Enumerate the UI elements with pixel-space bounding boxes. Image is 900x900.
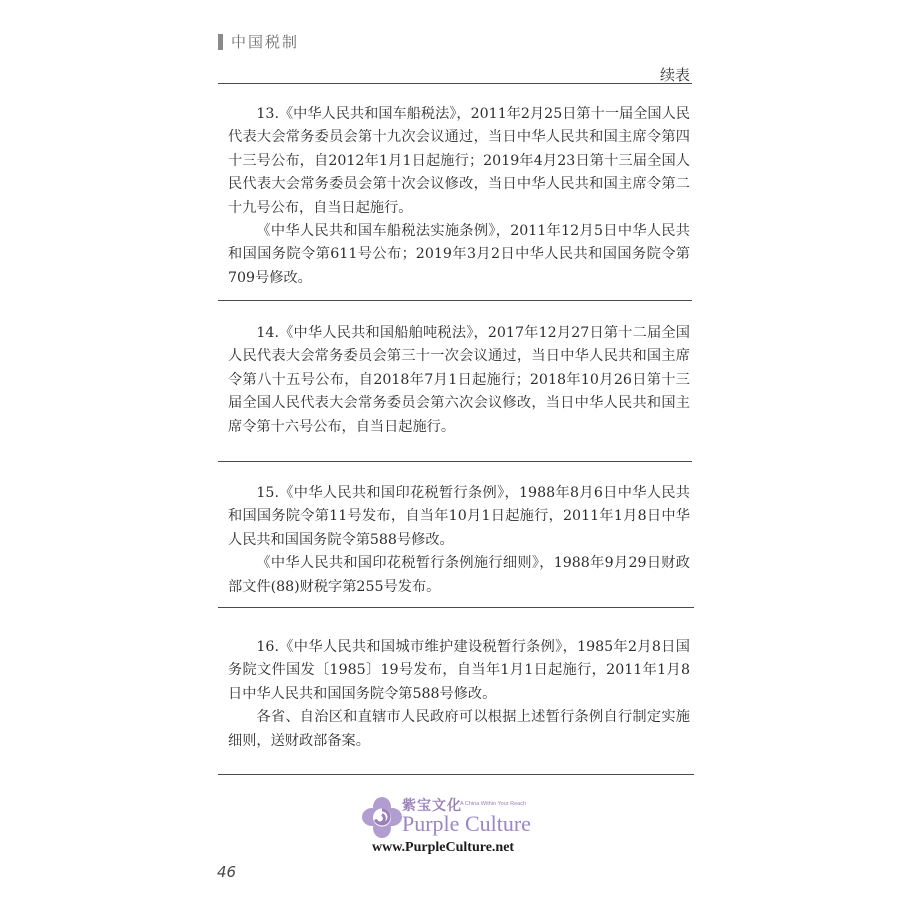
running-header — [218, 31, 299, 52]
watermark-url: www.PurpleCulture.net — [372, 840, 515, 855]
table-row-14 — [228, 322, 690, 439]
entry-paragraph: 13.《中华人民共和国车船税法》，2011年2月25日第十一届全国人民代表大会常务委员会第十九次会议通过，当日中华人民共和国主席令第四十三号公布，自2012年1月1日起施行；2019年4月23日第十三届全国人民代表大会常务委员会第十次会议修改，当日中华人民共和国主席令第二十九号公布，自当日起施行。 — [228, 106, 690, 216]
table-rule — [218, 607, 694, 608]
entry-paragraph: 14.《中华人民共和国船舶吨税法》，2017年12月27日第十二届全国人民代表大会常务委员会第三十一次会议通过，当日中华人民共和国主席令第八十五号公布，自2018年7月1日起施行；2018年10月26日第十三届全国人民代表大会常务委员会第六次会议修改，当日中华人民共和国主席令第十六号公布，自当日起施行。 — [228, 325, 690, 435]
entry-paragraph: 15.《中华人民共和国印花税暂行条例》，1988年8月6日中华人民共和国国务院令第11号发布，自当年10月1日起施行，2011年1月8日中华人民共和国国务院令第588号修改。 — [228, 485, 690, 548]
watermark-brand-cn: 紫宝文化 — [402, 798, 462, 814]
table-rule-bottom — [218, 774, 694, 775]
page-number: 46 — [217, 863, 237, 881]
flower-logo-icon — [362, 797, 402, 839]
continued-label: 续表 — [659, 66, 690, 84]
running-header-title: 中国税制 — [231, 33, 300, 51]
table-row-16 — [228, 636, 690, 753]
entry-paragraph: 各省、自治区和直辖市人民政府可以根据上述暂行条例自行制定实施细则，送财政部备案。 — [228, 709, 690, 749]
table-rule — [218, 300, 692, 301]
entry-paragraph: 《中华人民共和国车船税法实施条例》，2011年12月5日中华人民共和国国务院令第611号公布；2019年3月2日中华人民共和国国务院令第709号修改。 — [228, 223, 690, 286]
watermark-tagline: A China Within Your Reach — [460, 801, 527, 807]
table-row-13 — [228, 103, 690, 290]
entry-paragraph: 16.《中华人民共和国城市维护建设税暂行条例》，1985年2月8日国务院文件国发〔1985〕19号发布，自当年1月1日起施行，2011年1月8日中华人民共和国国务院令第588号修改。 — [228, 639, 690, 702]
header-bar-icon — [218, 34, 223, 50]
table-rule — [218, 461, 692, 462]
table-row-15 — [228, 482, 690, 599]
table-rule-top — [218, 83, 692, 84]
entry-paragraph: 《中华人民共和国印花税暂行条例施行细则》，1988年9月29日财政部文件(88)财税字第255号发布。 — [228, 555, 690, 595]
watermark — [362, 793, 542, 871]
watermark-brand-en: Purple Culture — [402, 811, 531, 836]
